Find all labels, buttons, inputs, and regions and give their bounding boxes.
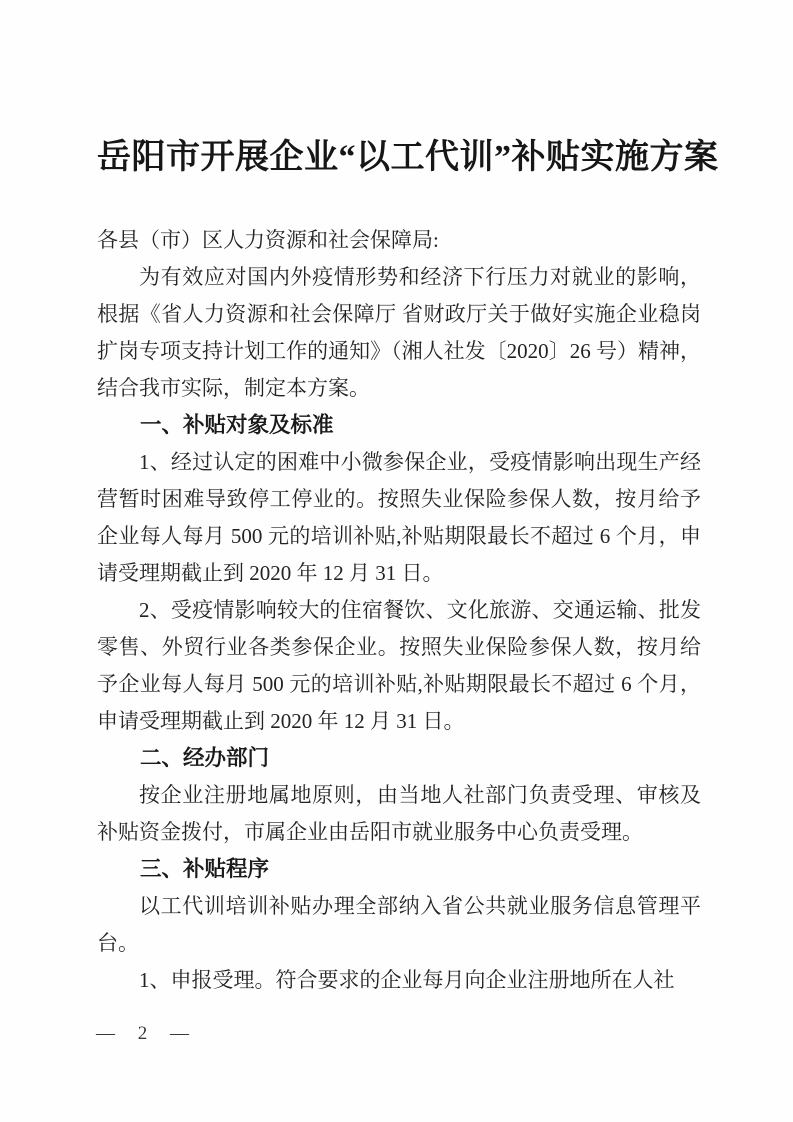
section3-item1-paragraph: 1、申报受理。符合要求的企业每月向企业注册地所在人社 (139, 968, 675, 992)
section2-paragraph: 按企业注册地属地原则，由当地人社部门负责受理、审核及补贴资金拨付，市属企业由岳阳市就业服务中心负责受理。 (97, 783, 701, 844)
section-heading-1: 一、补贴对象及标准 (140, 413, 334, 437)
section1-item1-paragraph: 1、经过认定的困难中小微参保企业，受疫情影响出现生产经营暂时困难导致停工停业的。按照失业保险参保人数，按月给予企业每人每月 500 元的培训补贴,补贴期限最长不超过 6 个月，申请受理期截止到 2020 年 12 月 31 日。 (97, 450, 701, 585)
document-text-block (97, 222, 701, 999)
section3-intro-paragraph: 以工代训培训补贴办理全部纳入省公共就业服务信息管理平台。 (97, 894, 701, 955)
intro-paragraph: 为有效应对国内外疫情形势和经济下行压力对就业的影响，根据《省人力资源和社会保障厅 省财政厅关于做好实施企业稳岗扩岗专项支持计划工作的通知》（湘人社发〔2020〕26 号）精神，结合我市实际，制定本方案。 (97, 265, 701, 400)
document-body (97, 136, 719, 999)
section-heading-3: 三、补贴程序 (140, 857, 270, 881)
document-title: 岳阳市开展企业“以工代训”补贴实施方案 (97, 139, 719, 176)
section-heading-2: 二、经办部门 (140, 746, 270, 770)
salutation-line: 各县（市）区人力资源和社会保障局: (97, 228, 439, 252)
page-number: — 2 — (96, 1023, 198, 1044)
section1-item2-paragraph: 2、受疫情影响较大的住宿餐饮、文化旅游、交通运输、批发零售、外贸行业各类参保企业。按照失业保险参保人数，按月给予企业每人每月 500 元的培训补贴,补贴期限最长不超过 6 个月，申请受理期截止到 2020 年 12 月 31 日。 (97, 598, 701, 733)
